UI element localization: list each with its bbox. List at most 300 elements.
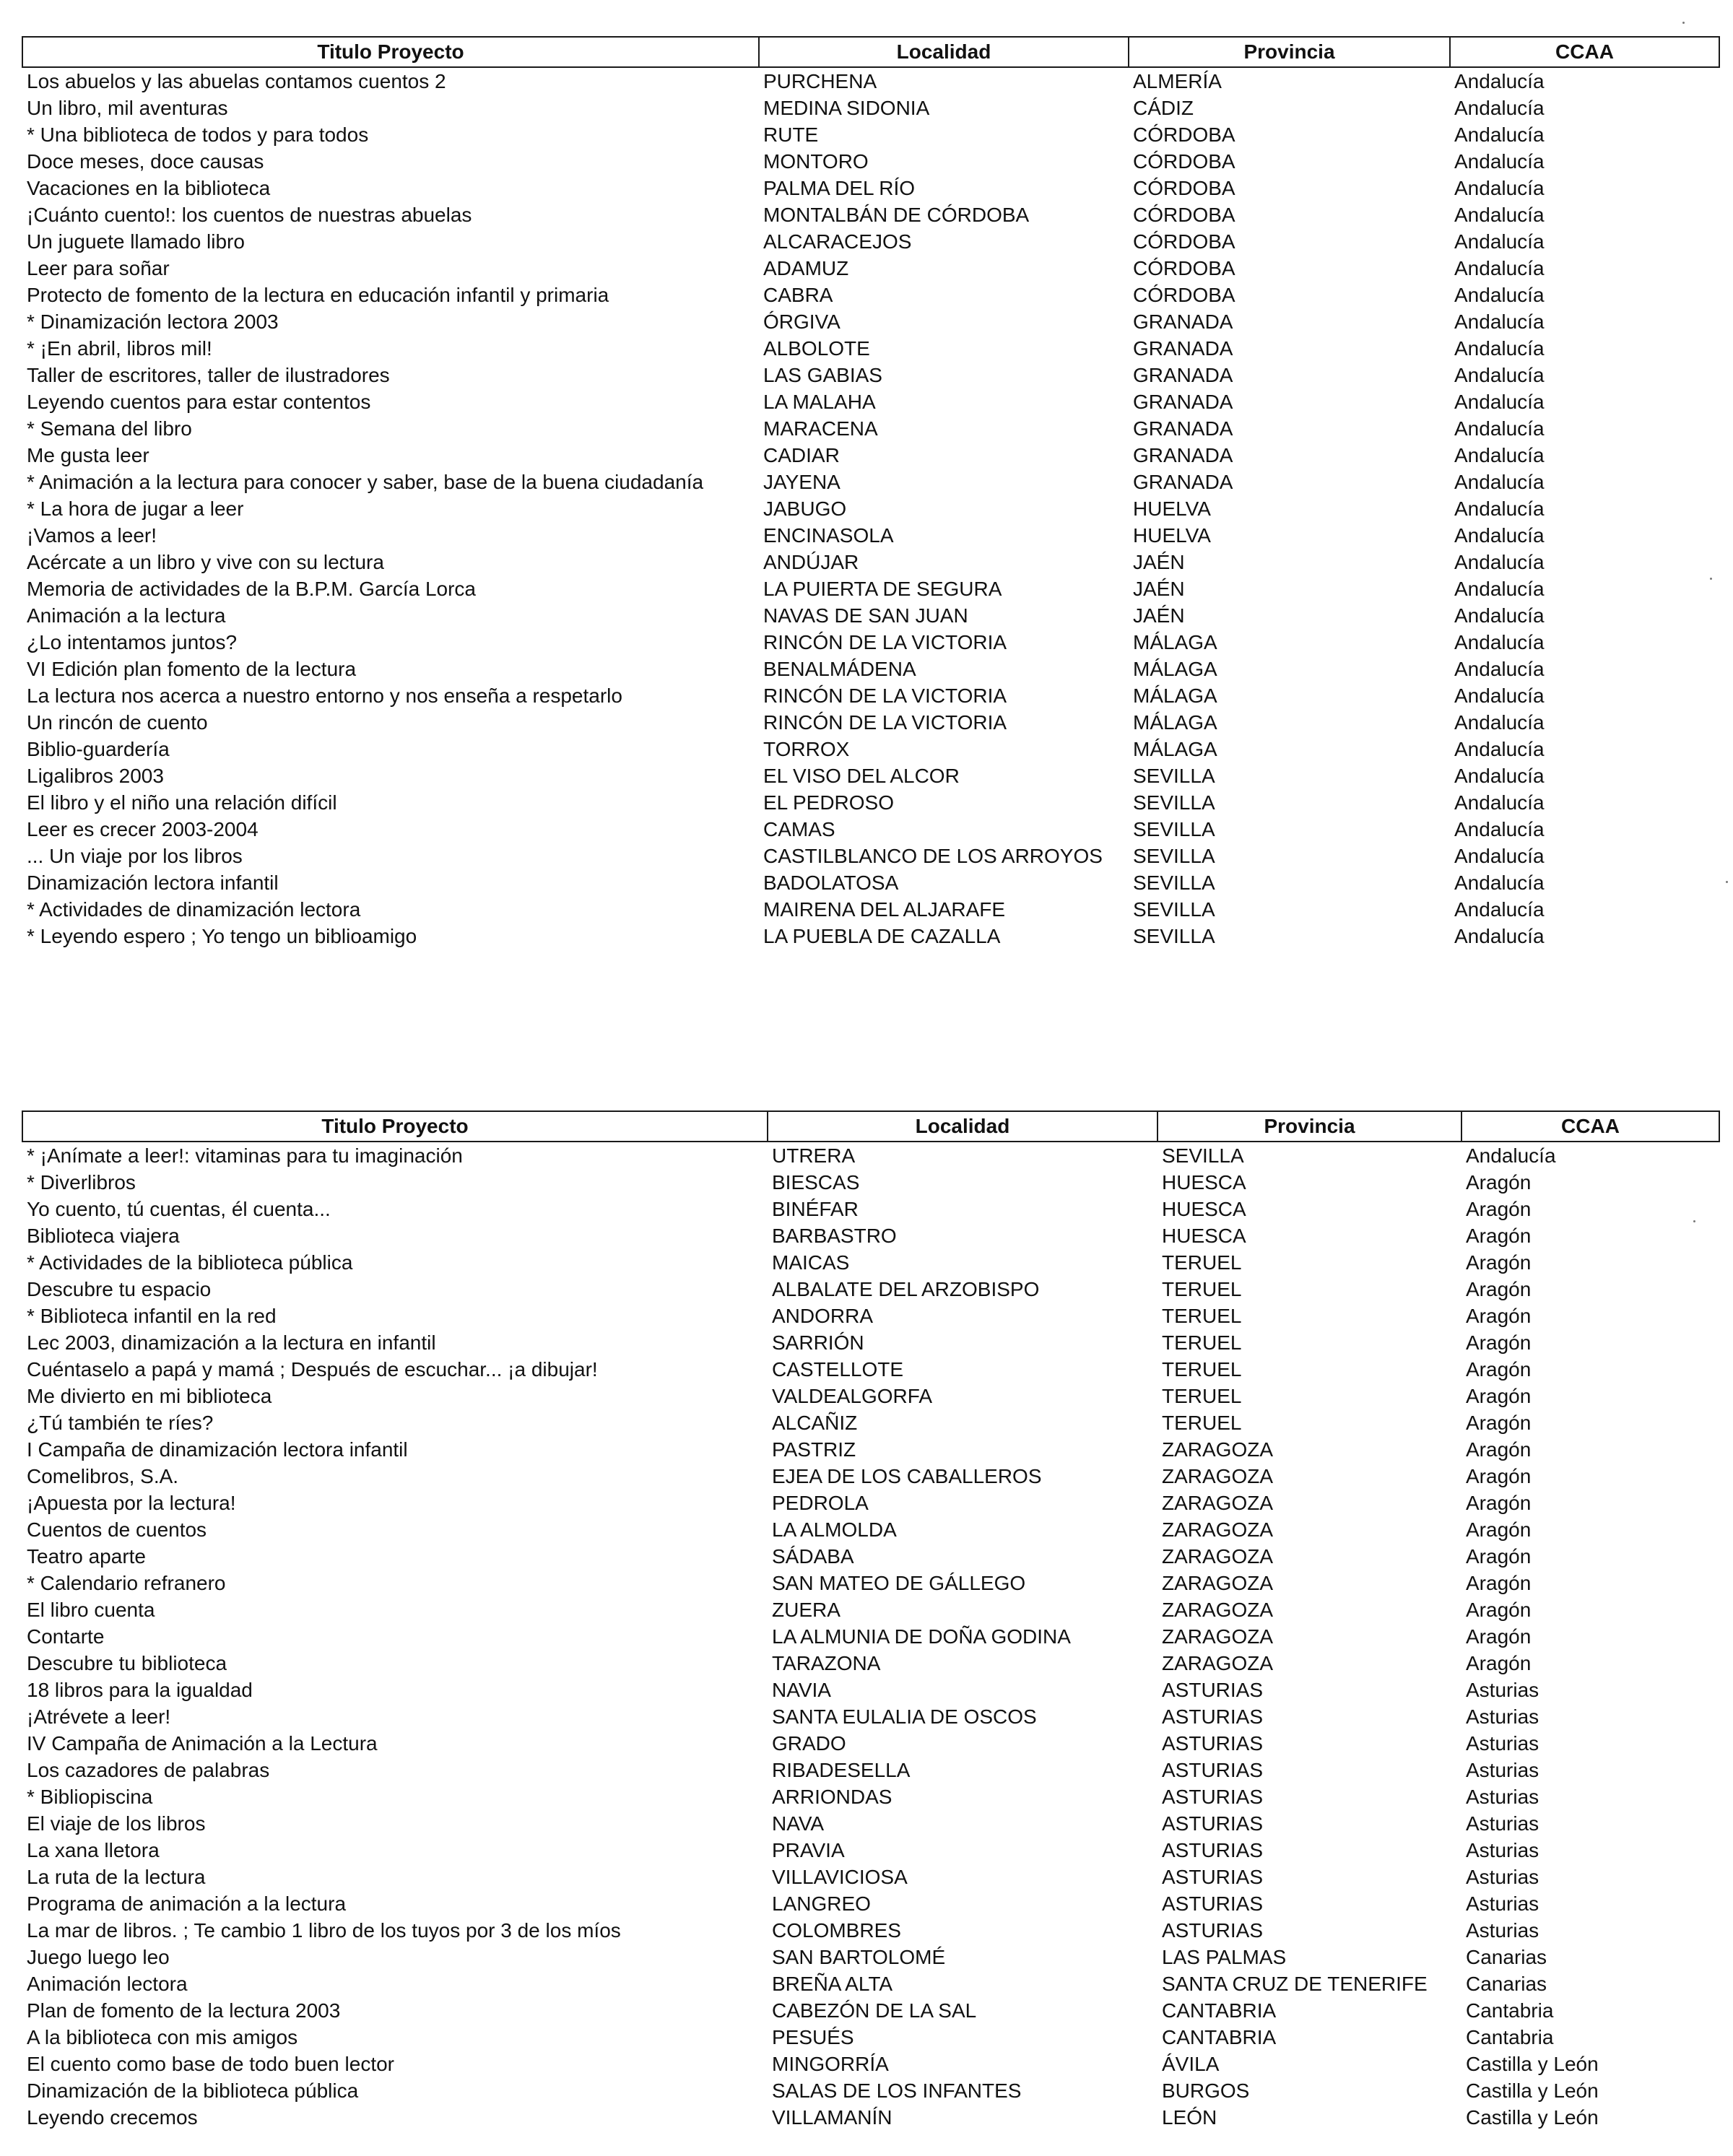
cell-ccaa: Andalucía (1454, 284, 1545, 306)
table-row (22, 1944, 1719, 1970)
cell-provincia: CÓRDOBA (1133, 204, 1235, 226)
table-row (22, 789, 1719, 816)
cell-titulo: ¿Tú también te ríes? (27, 1412, 214, 1434)
cell-localidad: NAVA (772, 1812, 825, 1835)
table-row (22, 415, 1719, 442)
cell-localidad: ALBALATE DEL ARZOBISPO (772, 1278, 1040, 1300)
cell-provincia: CÁDIZ (1133, 97, 1194, 119)
cell-provincia: SEVILLA (1133, 845, 1215, 867)
projects-table-1 (22, 36, 1720, 949)
table-row (22, 1169, 1719, 1196)
cell-provincia: MÁLAGA (1133, 738, 1217, 760)
cell-ccaa: Asturias (1466, 1705, 1539, 1728)
cell-titulo: Cuéntaselo a papá y mamá ; Después de escuchar... ¡a dibujar! (27, 1358, 598, 1381)
cell-titulo: * Actividades de la biblioteca pública (27, 1251, 353, 1274)
table-row (22, 1222, 1719, 1249)
cell-titulo: Los cazadores de palabras (27, 1759, 270, 1781)
table-row (22, 816, 1719, 843)
table-row (22, 1890, 1719, 1917)
cell-ccaa: Andalucía (1454, 310, 1545, 333)
cell-ccaa: Andalucía (1454, 204, 1545, 226)
cell-localidad: BADOLATOSA (763, 871, 899, 894)
cell-titulo: Acércate a un libro y vive con su lectura (27, 551, 384, 573)
cell-localidad: RUTE (763, 123, 819, 146)
cell-titulo: 18 libros para la igualdad (27, 1679, 253, 1701)
cell-titulo: Biblioteca viajera (27, 1225, 180, 1247)
table-row (22, 1490, 1719, 1516)
cell-provincia: ASTURIAS (1162, 1812, 1264, 1835)
cell-localidad: MAIRENA DEL ALJARAFE (763, 898, 1006, 921)
table-row (22, 442, 1719, 469)
table-row (22, 2051, 1719, 2077)
cell-provincia: CÓRDOBA (1133, 230, 1235, 253)
cell-provincia: HUESCA (1162, 1198, 1246, 1220)
cell-provincia: CANTABRIA (1162, 1999, 1277, 2022)
cell-ccaa: Aragón (1466, 1599, 1532, 1621)
cell-titulo: La mar de libros. ; Te cambio 1 libro de los tuyos por 3 de los míos (27, 1919, 621, 1942)
cell-titulo: Programa de animación a la lectura (27, 1892, 347, 1915)
table-row (22, 1356, 1719, 1383)
cell-localidad: SAN BARTOLOMÉ (772, 1946, 946, 1968)
table-row (22, 1837, 1719, 1864)
cell-provincia: ZARAGOZA (1162, 1545, 1274, 1568)
cell-localidad: LAS GABIAS (763, 364, 882, 386)
table-row (22, 148, 1719, 175)
column-header-titulo: Titulo Proyecto (22, 1111, 768, 1142)
cell-titulo: IV Campaña de Animación a la Lectura (27, 1732, 378, 1755)
cell-ccaa: Canarias (1466, 1946, 1547, 1968)
cell-ccaa: Andalucía (1454, 230, 1545, 253)
cell-ccaa: Andalucía (1454, 444, 1545, 466)
cell-localidad: MARACENA (763, 417, 878, 440)
cell-provincia: CÓRDOBA (1133, 257, 1235, 279)
cell-ccaa: Andalucía (1454, 845, 1545, 867)
cell-ccaa: Andalucía (1454, 123, 1545, 146)
cell-ccaa: Aragón (1466, 1518, 1532, 1541)
cell-titulo: Ligalibros 2003 (27, 765, 164, 787)
cell-ccaa: Aragón (1466, 1251, 1532, 1274)
cell-ccaa: Asturias (1466, 1732, 1539, 1755)
cell-provincia: TERUEL (1162, 1385, 1242, 1407)
cell-provincia: GRANADA (1133, 364, 1233, 386)
cell-titulo: Animación a la lectura (27, 604, 226, 627)
cell-ccaa: Andalucía (1454, 925, 1545, 947)
table-row (22, 2104, 1719, 2131)
cell-localidad: PRAVIA (772, 1839, 845, 1861)
cell-ccaa: Aragón (1466, 1625, 1532, 1648)
cell-provincia: MÁLAGA (1133, 631, 1217, 653)
cell-titulo: Leyendo crecemos (27, 2106, 198, 2129)
table-row (22, 67, 1719, 95)
cell-provincia: GRANADA (1133, 310, 1233, 333)
cell-titulo: Me divierto en mi biblioteca (27, 1385, 272, 1407)
table-row (22, 522, 1719, 549)
cell-provincia: ASTURIAS (1162, 1732, 1264, 1755)
table-row (22, 575, 1719, 602)
table-row (22, 1677, 1719, 1703)
cell-titulo: Animación lectora (27, 1973, 188, 1995)
cell-titulo: Lec 2003, dinamización a la lectura en infantil (27, 1331, 436, 1354)
cell-ccaa: Asturias (1466, 1839, 1539, 1861)
cell-titulo: A la biblioteca con mis amigos (27, 2026, 298, 2048)
cell-titulo: * Semana del libro (27, 417, 192, 440)
cell-localidad: TARAZONA (772, 1652, 881, 1674)
cell-provincia: MÁLAGA (1133, 658, 1217, 680)
cell-localidad: BARBASTRO (772, 1225, 897, 1247)
cell-titulo: Teatro aparte (27, 1545, 146, 1568)
cell-ccaa: Aragón (1466, 1438, 1532, 1461)
cell-localidad: MEDINA SIDONIA (763, 97, 930, 119)
cell-localidad: MINGORRÍA (772, 2053, 889, 2075)
cell-ccaa: Aragón (1466, 1358, 1532, 1381)
cell-provincia: ZARAGOZA (1162, 1625, 1274, 1648)
cell-localidad: NAVAS DE SAN JUAN (763, 604, 968, 627)
cell-provincia: CÓRDOBA (1133, 284, 1235, 306)
table-row (22, 682, 1719, 709)
cell-titulo: * Actividades de dinamización lectora (27, 898, 361, 921)
table-row (22, 709, 1719, 736)
cell-ccaa: Aragón (1466, 1385, 1532, 1407)
cell-provincia: ASTURIAS (1162, 1759, 1264, 1781)
column-header-provincia: Provincia (1129, 37, 1450, 67)
cell-localidad: MONTORO (763, 150, 869, 173)
cell-provincia: BURGOS (1162, 2079, 1250, 2102)
cell-localidad: VALDEALGORFA (772, 1385, 933, 1407)
cell-titulo: * Calendario refranero (27, 1572, 226, 1594)
table-row (22, 495, 1719, 522)
cell-ccaa: Asturias (1466, 1866, 1539, 1888)
cell-localidad: JABUGO (763, 497, 847, 520)
cell-ccaa: Andalucía (1454, 257, 1545, 279)
cell-ccaa: Canarias (1466, 1973, 1547, 1995)
table-row (22, 362, 1719, 388)
table-header-row (22, 37, 1719, 67)
table-row (22, 1570, 1719, 1596)
cell-provincia: GRANADA (1133, 444, 1233, 466)
cell-localidad: SALAS DE LOS INFANTES (772, 2079, 1022, 2102)
cell-localidad: MAICAS (772, 1251, 850, 1274)
table-row (22, 1650, 1719, 1677)
cell-localidad: TORROX (763, 738, 850, 760)
cell-provincia: TERUEL (1162, 1251, 1242, 1274)
cell-localidad: GRADO (772, 1732, 846, 1755)
cell-titulo: * ¡Anímate a leer!: vitaminas para tu imaginación (27, 1144, 463, 1167)
cell-provincia: ASTURIAS (1162, 1866, 1264, 1888)
cell-ccaa: Andalucía (1454, 70, 1545, 92)
cell-titulo: Descubre tu espacio (27, 1278, 212, 1300)
table-row (22, 1703, 1719, 1730)
cell-provincia: ASTURIAS (1162, 1919, 1264, 1942)
column-header-provincia: Provincia (1157, 1111, 1461, 1142)
cell-ccaa: Andalucía (1454, 818, 1545, 840)
cell-ccaa: Andalucía (1454, 711, 1545, 734)
cell-ccaa: Aragón (1466, 1572, 1532, 1594)
table-row (22, 175, 1719, 201)
cell-localidad: UTRERA (772, 1144, 856, 1167)
table-row (22, 1864, 1719, 1890)
cell-ccaa: Andalucía (1454, 471, 1545, 493)
cell-provincia: ASTURIAS (1162, 1705, 1264, 1728)
cell-localidad: LA PUEBLA DE CAZALLA (763, 925, 1001, 947)
cell-localidad: ADAMUZ (763, 257, 849, 279)
cell-provincia: GRANADA (1133, 391, 1233, 413)
cell-ccaa: Andalucía (1454, 871, 1545, 894)
cell-provincia: ZARAGOZA (1162, 1465, 1274, 1487)
table-row (22, 469, 1719, 495)
cell-ccaa: Aragón (1466, 1331, 1532, 1354)
table-row (22, 1196, 1719, 1222)
table-row (22, 1757, 1719, 1783)
cell-provincia: SEVILLA (1133, 791, 1215, 814)
cell-localidad: PESUÉS (772, 2026, 854, 2048)
cell-provincia: HUELVA (1133, 524, 1211, 547)
cell-ccaa: Andalucía (1454, 578, 1545, 600)
cell-titulo: La ruta de la lectura (27, 1866, 206, 1888)
table-row (22, 869, 1719, 896)
cell-titulo: Descubre tu biblioteca (27, 1652, 227, 1674)
cell-provincia: GRANADA (1133, 337, 1233, 360)
cell-localidad: ENCINASOLA (763, 524, 894, 547)
cell-titulo: VI Edición plan fomento de la lectura (27, 658, 357, 680)
cell-ccaa: Aragón (1466, 1278, 1532, 1300)
table-row (22, 308, 1719, 335)
cell-ccaa: Aragón (1466, 1412, 1532, 1434)
cell-titulo: Contarte (27, 1625, 105, 1648)
table-row (22, 923, 1719, 949)
cell-titulo: Dinamización de la biblioteca pública (27, 2079, 359, 2102)
table-row (22, 1329, 1719, 1356)
cell-localidad: EL VISO DEL ALCOR (763, 765, 960, 787)
cell-provincia: MÁLAGA (1133, 711, 1217, 734)
cell-titulo: Me gusta leer (27, 444, 149, 466)
cell-titulo: ¡Vamos a leer! (27, 524, 157, 547)
cell-titulo: La xana lletora (27, 1839, 160, 1861)
cell-ccaa: Andalucía (1454, 551, 1545, 573)
cell-ccaa: Andalucía (1454, 791, 1545, 814)
cell-provincia: SEVILLA (1133, 898, 1215, 921)
cell-titulo: * Dinamización lectora 2003 (27, 310, 279, 333)
table-row (22, 1730, 1719, 1757)
cell-provincia: ASTURIAS (1162, 1786, 1264, 1808)
table-row (22, 656, 1719, 682)
cell-localidad: MONTALBÁN DE CÓRDOBA (763, 204, 1030, 226)
table-row (22, 1142, 1719, 1169)
table-row (22, 255, 1719, 282)
cell-titulo: Memoria de actividades de la B.P.M. García Lorca (27, 578, 477, 600)
table-row (22, 1970, 1719, 1997)
cell-provincia: HUESCA (1162, 1225, 1246, 1247)
cell-provincia: ALMERÍA (1133, 70, 1222, 92)
table-row (22, 896, 1719, 923)
cell-provincia: TERUEL (1162, 1278, 1242, 1300)
table-row (22, 1596, 1719, 1623)
cell-titulo: * Diverlibros (27, 1171, 136, 1194)
cell-provincia: SEVILLA (1133, 765, 1215, 787)
cell-titulo: Dinamización lectora infantil (27, 871, 279, 894)
table-row (22, 1516, 1719, 1543)
cell-titulo: Taller de escritores, taller de ilustradores (27, 364, 390, 386)
cell-provincia: ZARAGOZA (1162, 1518, 1274, 1541)
cell-titulo: * Bibliopiscina (27, 1786, 153, 1808)
cell-provincia: ASTURIAS (1162, 1892, 1264, 1915)
column-header-titulo: Titulo Proyecto (22, 37, 759, 67)
cell-localidad: BREÑA ALTA (772, 1973, 893, 1995)
cell-localidad: CAMAS (763, 818, 835, 840)
cell-titulo: Leer es crecer 2003-2004 (27, 818, 259, 840)
cell-titulo: Comelibros, S.A. (27, 1465, 179, 1487)
table-row (22, 121, 1719, 148)
cell-localidad: CASTILBLANCO DE LOS ARROYOS (763, 845, 1103, 867)
cell-provincia: JAÉN (1133, 578, 1185, 600)
cell-localidad: RINCÓN DE LA VICTORIA (763, 711, 1007, 734)
table-row (22, 1383, 1719, 1409)
cell-titulo: Vacaciones en la biblioteca (27, 177, 271, 199)
cell-ccaa: Andalucía (1454, 604, 1545, 627)
cell-ccaa: Cantabria (1466, 1999, 1554, 2022)
cell-ccaa: Andalucía (1454, 417, 1545, 440)
table-row (22, 1409, 1719, 1436)
cell-provincia: ZARAGOZA (1162, 1438, 1274, 1461)
scan-speck (1682, 22, 1685, 24)
cell-ccaa: Aragón (1466, 1225, 1532, 1247)
cell-ccaa: Aragón (1466, 1198, 1532, 1220)
cell-ccaa: Andalucía (1454, 150, 1545, 173)
cell-titulo: Leer para soñar (27, 257, 170, 279)
cell-titulo: Protecto de fomento de la lectura en educación infantil y primaria (27, 284, 609, 306)
cell-ccaa: Aragón (1466, 1492, 1532, 1514)
cell-localidad: NAVIA (772, 1679, 831, 1701)
cell-localidad: RIBADESELLA (772, 1759, 911, 1781)
table-row (22, 602, 1719, 629)
table-row (22, 549, 1719, 575)
cell-provincia: TERUEL (1162, 1412, 1242, 1434)
table-row (22, 1997, 1719, 2024)
cell-localidad: ZUERA (772, 1599, 841, 1621)
cell-titulo: Yo cuento, tú cuentas, él cuenta... (27, 1198, 331, 1220)
table-row (22, 762, 1719, 789)
cell-ccaa: Andalucía (1454, 364, 1545, 386)
cell-titulo: * Animación a la lectura para conocer y saber, base de la buena ciudadanía (27, 471, 704, 493)
cell-localidad: ANDORRA (772, 1305, 874, 1327)
cell-titulo: * Biblioteca infantil en la red (27, 1305, 277, 1327)
cell-ccaa: Andalucía (1454, 658, 1545, 680)
cell-ccaa: Andalucía (1454, 391, 1545, 413)
cell-provincia: ASTURIAS (1162, 1679, 1264, 1701)
cell-ccaa: Aragón (1466, 1305, 1532, 1327)
cell-provincia: SEVILLA (1162, 1144, 1244, 1167)
cell-titulo: El libro cuenta (27, 1599, 155, 1621)
cell-ccaa: Castilla y León (1466, 2106, 1599, 2129)
cell-ccaa: Asturias (1466, 1786, 1539, 1808)
cell-provincia: MÁLAGA (1133, 684, 1217, 707)
cell-localidad: RINCÓN DE LA VICTORIA (763, 631, 1007, 653)
cell-provincia: ZARAGOZA (1162, 1492, 1274, 1514)
cell-localidad: LA MALAHA (763, 391, 876, 413)
cell-provincia: SEVILLA (1133, 871, 1215, 894)
table-row (22, 1917, 1719, 1944)
cell-provincia: TERUEL (1162, 1358, 1242, 1381)
cell-ccaa: Andalucía (1454, 337, 1545, 360)
column-header-localidad: Localidad (759, 37, 1129, 67)
cell-ccaa: Andalucía (1454, 765, 1545, 787)
cell-titulo: La lectura nos acerca a nuestro entorno y nos enseña a respetarlo (27, 684, 622, 707)
cell-ccaa: Aragón (1466, 1171, 1532, 1194)
table-row (22, 843, 1719, 869)
table-row (22, 1303, 1719, 1329)
cell-provincia: CÓRDOBA (1133, 177, 1235, 199)
cell-localidad: PEDROLA (772, 1492, 869, 1514)
cell-localidad: COLOMBRES (772, 1919, 901, 1942)
table-row (22, 1463, 1719, 1490)
cell-titulo: ¡Atrévete a leer! (27, 1705, 171, 1728)
scan-speck (1726, 881, 1728, 883)
cell-ccaa: Andalucía (1454, 898, 1545, 921)
table-row (22, 1276, 1719, 1303)
cell-localidad: LA PUIERTA DE SEGURA (763, 578, 1002, 600)
cell-ccaa: Andalucía (1454, 497, 1545, 520)
cell-localidad: LA ALMUNIA DE DOÑA GODINA (772, 1625, 1071, 1648)
table-header-row (22, 1111, 1719, 1142)
cell-provincia: ZARAGOZA (1162, 1599, 1274, 1621)
cell-ccaa: Andalucía (1454, 177, 1545, 199)
scan-speck (1710, 578, 1712, 580)
cell-provincia: CÓRDOBA (1133, 150, 1235, 173)
table-row (22, 2077, 1719, 2104)
cell-localidad: VILLAMANÍN (772, 2106, 892, 2129)
table-row (22, 1249, 1719, 1276)
cell-titulo: ¿Lo intentamos juntos? (27, 631, 238, 653)
cell-ccaa: Asturias (1466, 1919, 1539, 1942)
cell-localidad: ANDÚJAR (763, 551, 859, 573)
cell-titulo: Biblio-guardería (27, 738, 170, 760)
cell-titulo: El libro y el niño una relación difícil (27, 791, 337, 814)
table-row (22, 2024, 1719, 2051)
cell-localidad: BINÉFAR (772, 1198, 859, 1220)
cell-ccaa: Aragón (1466, 1545, 1532, 1568)
cell-localidad: LANGREO (772, 1892, 871, 1915)
cell-provincia: ZARAGOZA (1162, 1572, 1274, 1594)
table-row (22, 629, 1719, 656)
table-row (22, 388, 1719, 415)
cell-localidad: BIESCAS (772, 1171, 860, 1194)
cell-ccaa: Aragón (1466, 1465, 1532, 1487)
cell-titulo: * Leyendo espero ; Yo tengo un biblioamigo (27, 925, 417, 947)
cell-provincia: TERUEL (1162, 1305, 1242, 1327)
cell-localidad: CASTELLOTE (772, 1358, 904, 1381)
projects-table-2 (22, 1110, 1720, 2131)
cell-provincia: LEÓN (1162, 2106, 1217, 2129)
table-row (22, 201, 1719, 228)
cell-localidad: SÁDABA (772, 1545, 854, 1568)
table-row (22, 1436, 1719, 1463)
column-header-ccaa: CCAA (1450, 37, 1719, 67)
cell-provincia: TERUEL (1162, 1331, 1242, 1354)
scan-speck (1693, 1220, 1695, 1222)
table-row (22, 95, 1719, 121)
cell-titulo: Plan de fomento de la lectura 2003 (27, 1999, 341, 2022)
cell-provincia: JAÉN (1133, 551, 1185, 573)
cell-ccaa: Castilla y León (1466, 2053, 1599, 2075)
cell-ccaa: Andalucía (1454, 631, 1545, 653)
cell-localidad: LA ALMOLDA (772, 1518, 897, 1541)
cell-localidad: VILLAVICIOSA (772, 1866, 908, 1888)
cell-titulo: El cuento como base de todo buen lector (27, 2053, 395, 2075)
table-row (22, 282, 1719, 308)
column-header-ccaa: CCAA (1461, 1111, 1719, 1142)
cell-localidad: CABRA (763, 284, 833, 306)
cell-localidad: PALMA DEL RÍO (763, 177, 916, 199)
cell-titulo: Leyendo cuentos para estar contentos (27, 391, 371, 413)
